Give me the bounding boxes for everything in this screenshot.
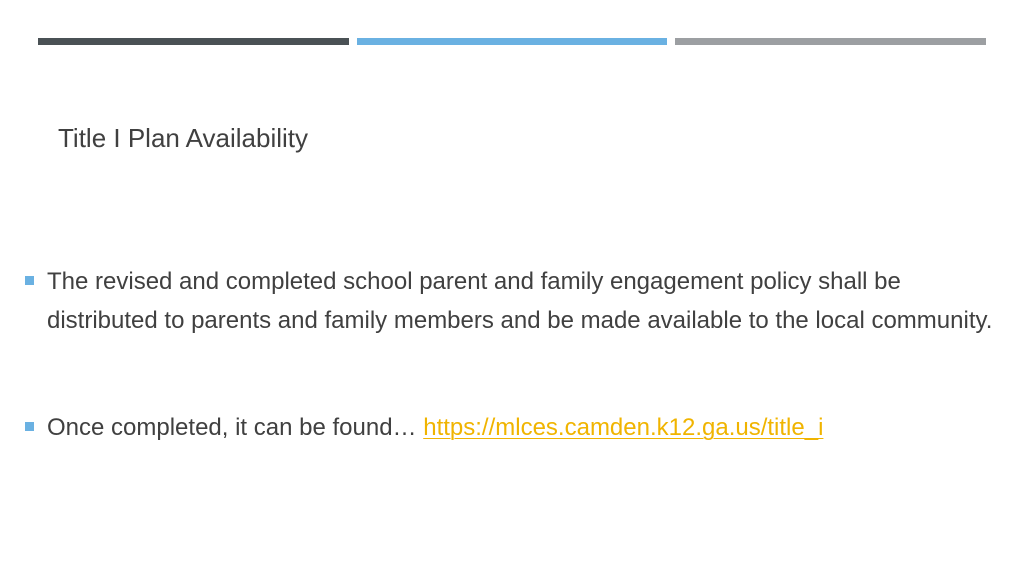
bullet-text: Once completed, it can be found… [47, 414, 424, 441]
slide-title: Title I Plan Availability [58, 123, 309, 153]
bullet-list [22, 262, 997, 447]
header-bar-dark [38, 38, 349, 45]
square-bullet-icon [25, 422, 34, 431]
bullet-text: The revised and completed school parent and family engagement policy shall be distributed to parents and family members and be made available to the local community. [47, 268, 993, 334]
header-bar-blue [357, 38, 667, 45]
square-bullet-icon [25, 276, 34, 285]
bullet-item [22, 408, 997, 447]
bullet-item [22, 262, 997, 340]
title-i-link[interactable]: https://mlces.camden.k12.ga.us/title_i [423, 414, 824, 441]
header-bar-gray [675, 38, 986, 45]
